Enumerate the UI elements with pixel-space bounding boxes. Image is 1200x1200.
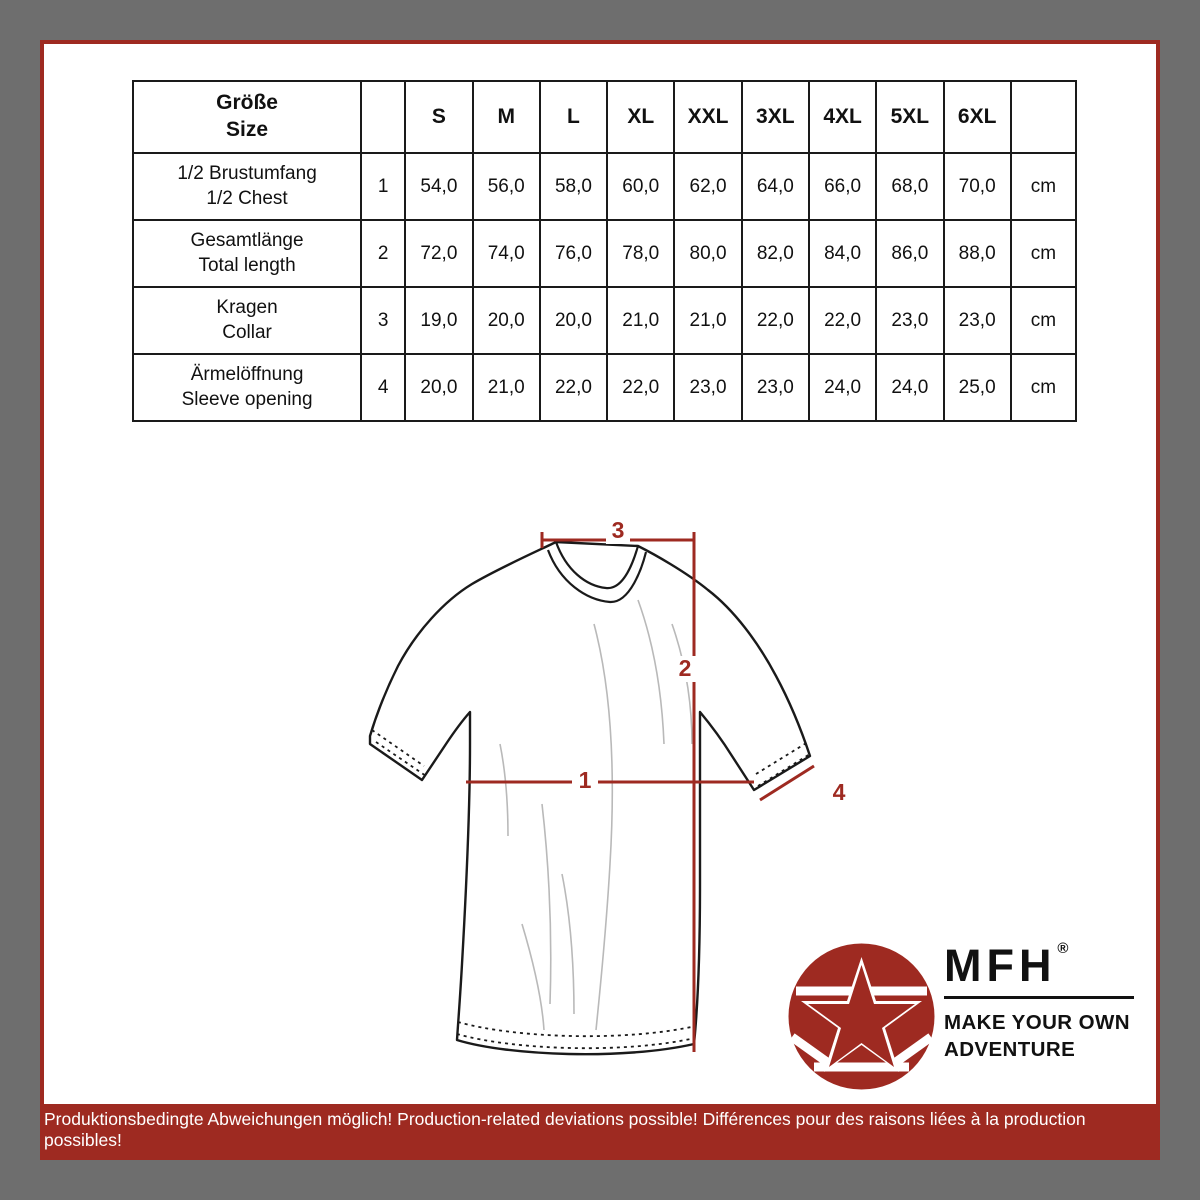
header-size-3xl: 3XL: [742, 81, 809, 153]
brand-tagline-line1: MAKE YOUR OWN: [944, 1011, 1130, 1034]
row-num-collar: 3: [361, 287, 405, 354]
row-label-chest: [133, 153, 361, 220]
cell-chest-xxl: 62,0: [674, 153, 741, 220]
cell-collar-l: 20,0: [540, 287, 607, 354]
cell-collar-5xl: 23,0: [876, 287, 943, 354]
marker-label-1: 1: [578, 767, 592, 793]
brand-text: [944, 940, 1134, 1063]
table-row: [133, 153, 1076, 220]
cell-collar-4xl: 22,0: [809, 287, 876, 354]
table-row: [133, 220, 1076, 287]
cell-sleeve-xxl: 23,0: [674, 354, 741, 421]
cell-chest-4xl: 66,0: [809, 153, 876, 220]
header-size-label: [133, 81, 361, 153]
cell-length-xxl: 80,0: [674, 220, 741, 287]
row-label-collar-de: Kragen: [216, 297, 278, 319]
row-label-sleeve: [133, 354, 361, 421]
row-label-length-de: Gesamtlänge: [190, 230, 304, 252]
cell-chest-l: 58,0: [540, 153, 607, 220]
header-size-label-de: Größe: [216, 91, 278, 115]
row-unit-chest: cm: [1011, 153, 1076, 220]
header-size-s: S: [405, 81, 472, 153]
star-icon: [784, 939, 939, 1094]
cell-length-3xl: 82,0: [742, 220, 809, 287]
row-label-collar: [133, 287, 361, 354]
header-size-m: M: [473, 81, 540, 153]
header-size-l: L: [540, 81, 607, 153]
row-label-sleeve-de: Ärmelöffnung: [190, 364, 304, 386]
row-unit-length: cm: [1011, 220, 1076, 287]
cell-sleeve-s: 20,0: [405, 354, 472, 421]
header-size-4xl: 4XL: [809, 81, 876, 153]
cell-chest-m: 56,0: [473, 153, 540, 220]
footer-disclaimer-text: Produktionsbedingte Abweichungen möglich! Production-related deviations possible! Différences pour des raisons liées à la production possibles!: [44, 1109, 1086, 1150]
cell-sleeve-xl: 22,0: [607, 354, 674, 421]
brand-tagline-line2: ADVENTURE: [944, 1038, 1076, 1062]
table-header-row: [133, 81, 1076, 153]
header-size-label-en: Size: [226, 118, 269, 141]
row-label-collar-en: Collar: [222, 321, 272, 343]
size-chart-card: [40, 40, 1160, 1160]
header-size-6xl: 6XL: [944, 81, 1011, 153]
row-label-length: [133, 220, 361, 287]
cell-sleeve-6xl: 25,0: [944, 354, 1011, 421]
marker-label-2: 2: [678, 655, 692, 681]
row-label-chest-en: 1/2 Chest: [206, 187, 288, 209]
cell-chest-xl: 60,0: [607, 153, 674, 220]
cell-collar-s: 19,0: [405, 287, 472, 354]
cell-chest-5xl: 68,0: [876, 153, 943, 220]
brand-tagline: [944, 1009, 1134, 1063]
size-table: [132, 80, 1077, 422]
cell-length-6xl: 88,0: [944, 220, 1011, 287]
cell-length-m: 74,0: [473, 220, 540, 287]
row-unit-collar: cm: [1011, 287, 1076, 354]
marker-label-4: 4: [832, 779, 846, 805]
cell-sleeve-4xl: 24,0: [809, 354, 876, 421]
row-unit-sleeve: cm: [1011, 354, 1076, 421]
row-num-chest: 1: [361, 153, 405, 220]
cell-length-xl: 78,0: [607, 220, 674, 287]
registered-mark: ®: [1057, 940, 1074, 957]
row-num-sleeve: 4: [361, 354, 405, 421]
table-row: [133, 354, 1076, 421]
header-size-5xl: 5XL: [876, 81, 943, 153]
header-num: [361, 81, 405, 153]
cell-collar-3xl: 22,0: [742, 287, 809, 354]
cell-chest-s: 54,0: [405, 153, 472, 220]
table-row: [133, 287, 1076, 354]
tshirt-outline: [370, 542, 810, 1054]
header-unit: [1011, 81, 1076, 153]
brand-name-text: MFH: [944, 940, 1057, 991]
marker-label-3: 3: [611, 517, 625, 543]
cell-chest-3xl: 64,0: [742, 153, 809, 220]
size-table-container: [132, 80, 1077, 422]
footer-disclaimer: [44, 1104, 1156, 1156]
brand-logo: [784, 929, 1134, 1104]
logo-divider: [944, 996, 1134, 999]
cell-length-s: 72,0: [405, 220, 472, 287]
cell-length-4xl: 84,0: [809, 220, 876, 287]
cell-sleeve-l: 22,0: [540, 354, 607, 421]
row-label-sleeve-en: Sleeve opening: [181, 388, 313, 410]
header-size-xxl: XXL: [674, 81, 741, 153]
cell-collar-xxl: 21,0: [674, 287, 741, 354]
cell-sleeve-3xl: 23,0: [742, 354, 809, 421]
cell-collar-m: 20,0: [473, 287, 540, 354]
cell-sleeve-5xl: 24,0: [876, 354, 943, 421]
row-label-length-en: Total length: [198, 254, 296, 276]
cell-chest-6xl: 70,0: [944, 153, 1011, 220]
cell-length-5xl: 86,0: [876, 220, 943, 287]
header-size-xl: XL: [607, 81, 674, 153]
row-num-length: 2: [361, 220, 405, 287]
row-label-chest-de: 1/2 Brustumfang: [177, 163, 317, 185]
cell-collar-6xl: 23,0: [944, 287, 1011, 354]
cell-length-l: 76,0: [540, 220, 607, 287]
cell-collar-xl: 21,0: [607, 287, 674, 354]
brand-name: [944, 940, 1074, 991]
cell-sleeve-m: 21,0: [473, 354, 540, 421]
